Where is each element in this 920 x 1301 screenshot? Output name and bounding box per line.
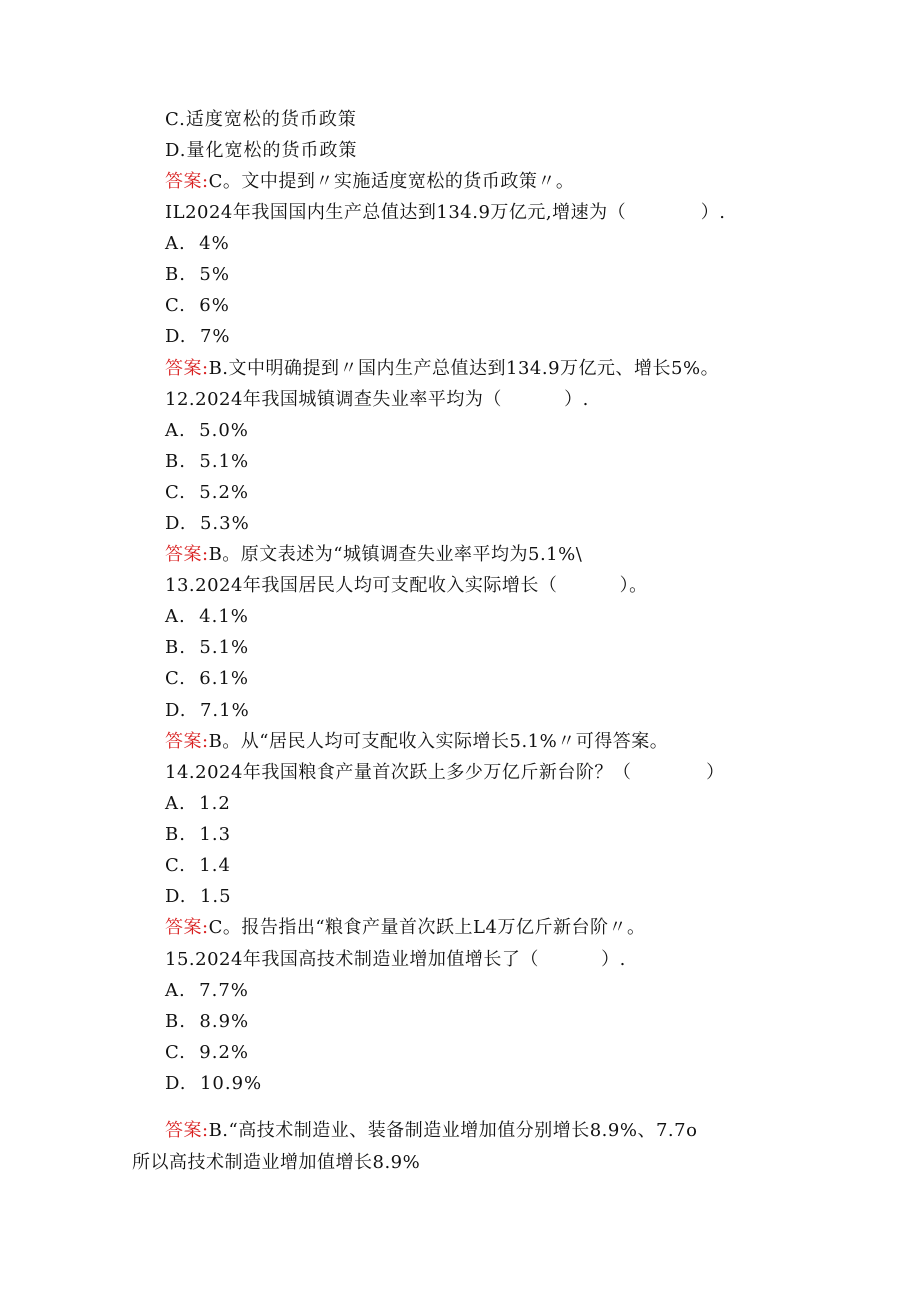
option-line: C.适度宽松的货币政策 <box>165 109 357 130</box>
question-line: IL2024年我国国内生产总值达到134.9万亿元,增速为（ ）. <box>165 202 726 223</box>
option-line: A. 4% <box>165 233 230 254</box>
option-line: B. 1.3 <box>165 824 232 845</box>
answer-text: C。文中提到〃实施适度宽松的货币政策〃。 <box>208 171 575 192</box>
answer-text: B。从“居民人均可支配收入实际增长5.1%〃可得答案。 <box>208 731 669 752</box>
option-line: A. 5.0% <box>165 420 249 441</box>
answer-line <box>165 353 719 384</box>
answer-label: 答案: <box>165 1120 209 1141</box>
answer-label: 答案: <box>165 171 209 192</box>
question-line: 14.2024年我国粮食产量首次跃上多少万亿斤新台阶？（ ） <box>165 762 725 783</box>
option-line: B. 5% <box>165 264 230 285</box>
answer-line <box>165 912 645 943</box>
option-line: A. 1.2 <box>165 793 231 814</box>
answer-label: 答案: <box>165 917 209 938</box>
option-line: D. 5.3% <box>165 513 250 534</box>
question-line: 15.2024年我国高技术制造业增加值增长了（ ）. <box>165 949 626 970</box>
question-line: 13.2024年我国居民人均可支配收入实际增长（ ）。 <box>165 575 648 596</box>
answer-line <box>165 726 668 757</box>
answer-text: B.文中明确提到〃国内生产总值达到134.9万亿元、增长5%。 <box>208 358 720 379</box>
option-line: B. 5.1% <box>165 451 250 472</box>
option-line: B. 5.1% <box>165 637 250 658</box>
option-line: D. 7.1% <box>165 700 250 721</box>
option-line: D. 10.9% <box>165 1073 263 1094</box>
answer-label: 答案: <box>165 544 209 565</box>
answer-text: B。原文表述为“城镇调查失业率平均为5.1%\ <box>208 544 583 565</box>
option-line: B. 8.9% <box>165 1011 250 1032</box>
continuation-line: 所以高技术制造业增加值增长8.9% <box>132 1152 421 1173</box>
answer-text: B.“高技术制造业、装备制造业增加值分别增长8.9%、7.7o <box>208 1120 698 1141</box>
option-line: C. 9.2% <box>165 1042 250 1063</box>
answer-label: 答案: <box>165 731 209 752</box>
answer-label: 答案: <box>165 358 209 379</box>
option-line: C. 5.2% <box>165 482 250 503</box>
option-line: C. 6% <box>165 295 230 316</box>
option-line: C. 6.1% <box>165 668 250 689</box>
answer-text: C。报告指出“粮食产量首次跃上L4万亿斤新台阶〃。 <box>208 917 646 938</box>
option-line: D.量化宽松的货币政策 <box>165 140 358 161</box>
option-line: A. 7.7% <box>165 980 249 1001</box>
option-line: A. 4.1% <box>165 606 249 627</box>
question-line: 12.2024年我国城镇调查失业率平均为（ ）. <box>165 389 589 410</box>
option-line: C. 1.4 <box>165 855 231 876</box>
option-line: D. 7% <box>165 326 231 347</box>
answer-line <box>165 1115 697 1146</box>
answer-line <box>165 539 582 570</box>
answer-line <box>165 166 574 197</box>
option-line: D. 1.5 <box>165 886 232 907</box>
